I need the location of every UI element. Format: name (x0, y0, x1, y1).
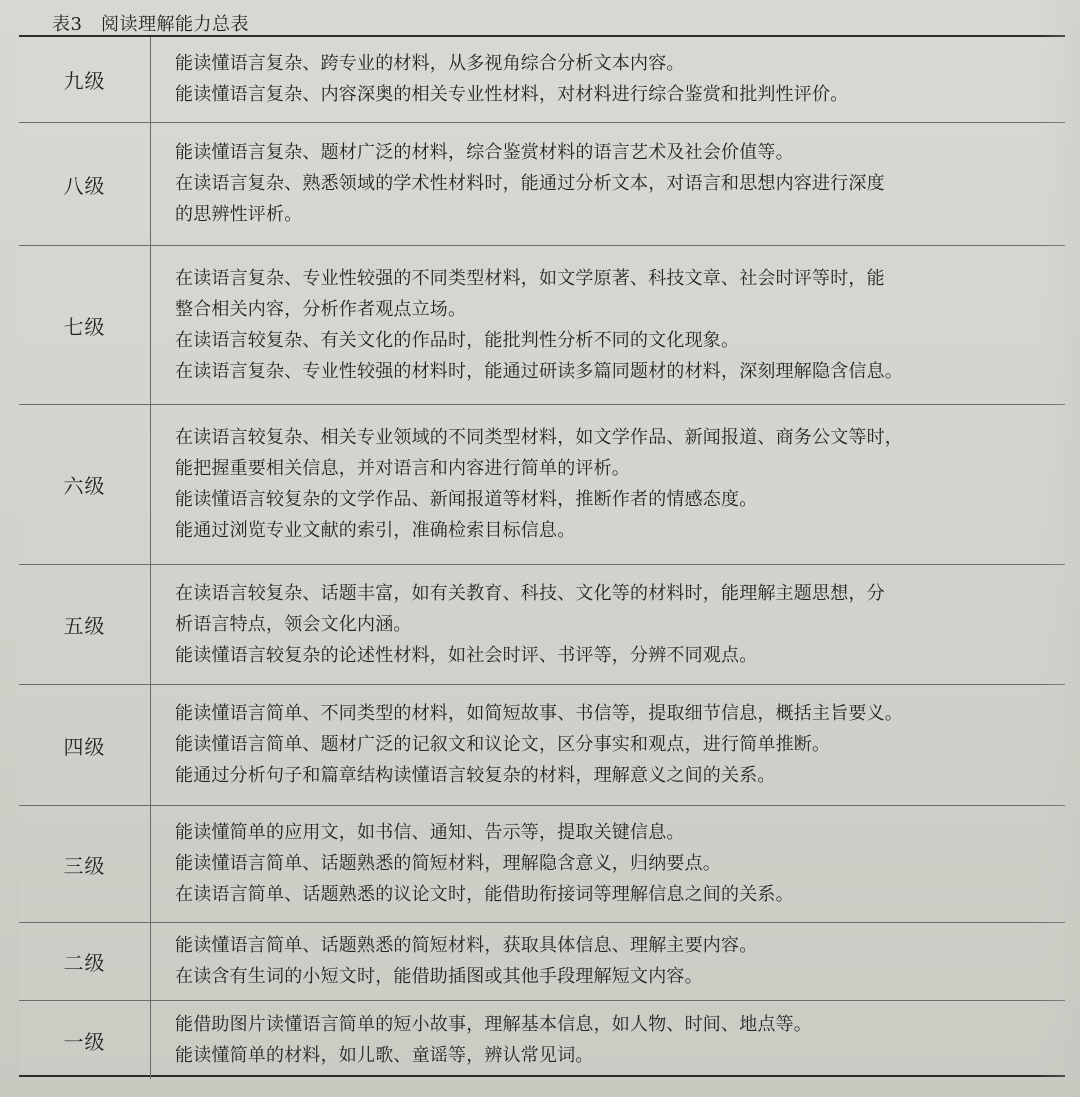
level-label: 五级 (63, 614, 106, 638)
table-row-level-7 (19, 245, 1065, 404)
level-description (150, 1001, 1065, 1079)
table-caption: 表3 阅读理解能力总表 (52, 14, 249, 35)
description-line: 在读语言复杂、熟悉领域的学术性材料时，能通过分析文本，对语言和思想内容进行深度 (175, 173, 885, 194)
description-line: 能读懂语言简单、话题熟悉的简短材料，理解隐含意义，归纳要点。 (175, 853, 721, 874)
table-row-level-3 (19, 805, 1065, 922)
description-line: 在读语言简单、话题熟悉的议论文时，能借助衔接词等理解信息之间的关系。 (175, 884, 794, 905)
level-description (150, 37, 1065, 122)
table-row-level-2 (19, 922, 1065, 1000)
level-label: 八级 (63, 173, 106, 198)
description-line: 能通过分析句子和篇章结构读懂语言较复杂的材料，理解意义之间的关系。 (175, 765, 776, 786)
level-description (150, 923, 1065, 1000)
level-label: 六级 (63, 474, 106, 498)
description-line: 能读懂语言简单、题材广泛的记叙文和议论文，区分事实和观点，进行简单推断。 (175, 734, 831, 755)
level-description (150, 123, 1065, 245)
description-line: 在读语言较复杂、相关专业领域的不同类型材料，如文学作品、新闻报道、商务公文等时， (175, 427, 903, 448)
level-label: 九级 (63, 69, 106, 93)
reading-ability-table (19, 35, 1065, 1077)
level-label: 四级 (63, 734, 106, 759)
level-label: 三级 (63, 853, 106, 878)
description-line: 析语言特点，领会文化内涵。 (175, 613, 412, 635)
table-row-level-4 (19, 684, 1065, 805)
description-line: 能读懂语言复杂、题材广泛的材料，综合鉴赏材料的语言艺术及社会价值等。 (175, 142, 794, 163)
description-line: 整合相关内容，分析作者观点立场。 (175, 298, 467, 320)
table-row-level-8 (19, 122, 1065, 245)
level-description (150, 565, 1065, 684)
level-description (150, 246, 1065, 404)
description-line: 能读懂语言简单、不同类型的材料，如简短故事、书信等，提取细节信息，概括主旨要义。 (175, 703, 903, 724)
description-line: 能读懂语言复杂、跨专业的材料，从多视角综合分析文本内容。 (175, 53, 685, 74)
level-label: 一级 (63, 1029, 106, 1054)
description-line: 在读含有生词的小短文时，能借助插图或其他手段理解短文内容。 (175, 966, 703, 987)
description-line: 在读语言较复杂、话题丰富，如有关教育、科技、文化等的材料时，能理解主题思想，分 (175, 582, 885, 604)
description-line: 能读懂语言简单、话题熟悉的简短材料，获取具体信息、理解主要内容。 (175, 935, 758, 956)
level-description (150, 685, 1065, 805)
description-line: 能读懂语言较复杂的论述性材料，如社会时评、书评等，分辨不同观点。 (175, 644, 758, 666)
description-line: 能通过浏览专业文献的索引，准确检索目标信息。 (175, 520, 576, 541)
description-line: 在读语言复杂、专业性较强的材料时，能通过研读多篇同题材的材料，深刻理解隐含信息。 (175, 360, 903, 382)
level-label: 二级 (63, 951, 106, 975)
level-description (150, 806, 1065, 922)
description-line: 能读懂简单的材料，如儿歌、童谣等，辨认常见词。 (175, 1044, 594, 1066)
description-line: 在读语言复杂、专业性较强的不同类型材料，如文学原著、科技文章、社会时评等时，能 (175, 267, 885, 289)
description-line: 能借助图片读懂语言简单的短小故事，理解基本信息，如人物、时间、地点等。 (175, 1013, 812, 1035)
description-line: 能读懂语言复杂、内容深奥的相关专业性材料，对材料进行综合鉴赏和批判性评价。 (175, 84, 849, 105)
description-line: 能读懂语言较复杂的文学作品、新闻报道等材料，推断作者的情感态度。 (175, 489, 758, 510)
table-row-level-6 (19, 404, 1065, 564)
level-description (150, 405, 1065, 564)
description-line: 能把握重要相关信息，并对语言和内容进行简单的评析。 (175, 458, 630, 479)
description-line: 能读懂简单的应用文，如书信、通知、告示等，提取关键信息。 (175, 822, 685, 843)
description-line: 的思辨性评析。 (175, 204, 303, 225)
table-row-level-1 (19, 1000, 1065, 1079)
level-label: 七级 (63, 314, 106, 339)
description-line: 在读语言较复杂、有关文化的作品时，能批判性分析不同的文化现象。 (175, 329, 740, 351)
table-row-level-5 (19, 564, 1065, 684)
table-row-level-9 (19, 37, 1065, 122)
